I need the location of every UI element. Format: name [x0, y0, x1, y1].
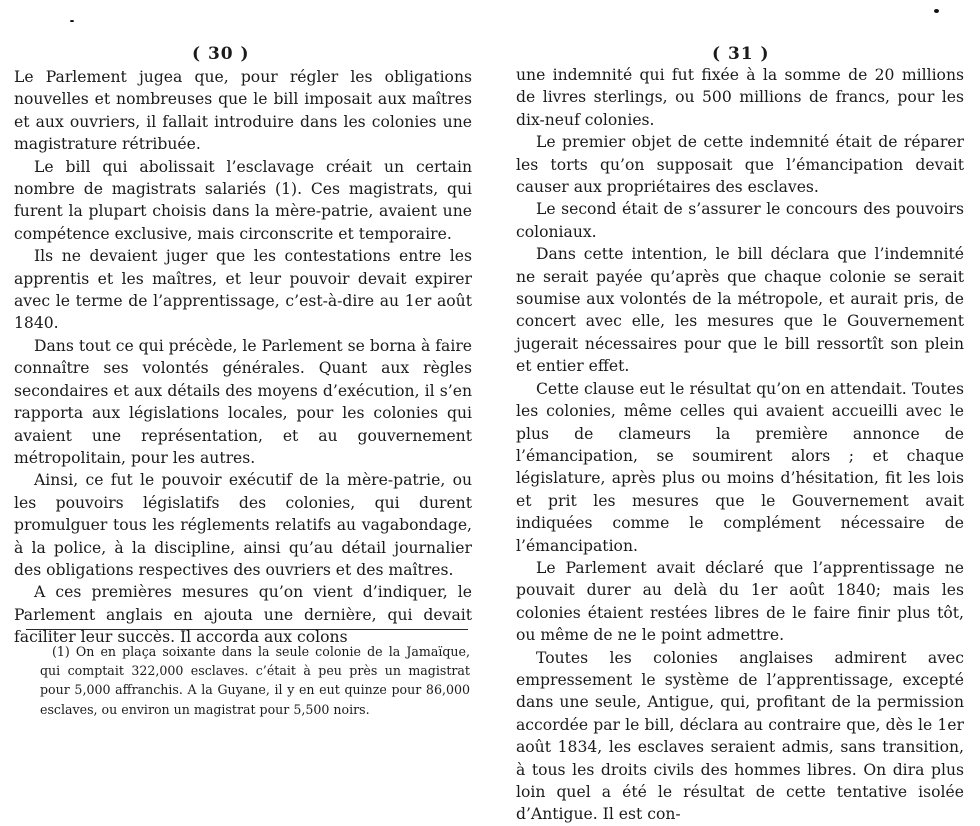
paragraph: Toutes les colonies anglaises admirent avec empressement le système de l’apprentissage, excepté dans une seule, Antigue, qui, profitant de la permission accordée par le bill, déclara au contraire que, dès le 1er août 1834, les esclaves seraient admis, sans transition, à tous les droits civils des hommes libres. On dira plus loin quel a été le résultat de cette tentative isolée d’Antigue. Il est con-: [516, 648, 964, 824]
ink-speck: [70, 20, 74, 22]
paragraph: Le Parlement avait déclaré que l’apprentissage ne pouvait durer au delà du 1er août 1840; mais les colonies étaient restées libres de le faire finir plus tôt, ou même de ne le point admettre.: [516, 558, 964, 645]
paragraph: Le bill qui abolissait l’esclavage créait un certain nombre de magistrats salariés (1). Ces magistrats, qui furent la plupart choisis dans la mère-patrie, avaient une compétence exclusive, mais circonscrite et temporaire.: [14, 157, 472, 243]
page-body: [14, 66, 472, 649]
paragraph: Ils ne devaient juger que les contestations entre les apprentis et les maîtres, et leur pouvoir devait expirer avec le terme de l’apprentissage, c’est-à-dire au 1er août 1840.: [14, 247, 472, 333]
paragraph: une indemnité qui fut fixée à la somme de 20 millions de livres sterlings, ou 500 millions de francs, pour les dix-neuf colonies.: [516, 66, 964, 129]
paragraph: Ainsi, ce fut le pouvoir exécutif de la mère-patrie, ou les pouvoirs législatifs des colonies, qui durent promulguer tous les réglements relatifs au vagabondage, à la police, à la discipline, ainsi qu’au détail journalier des obligations respectives des ouvriers et des maîtres.: [14, 471, 472, 579]
footnote-divider: [26, 629, 468, 630]
paragraph: Le Parlement jugea que, pour régler les obligations nouvelles et nombreuses que le bill imposait aux maîtres et aux ouvriers, il fallait introduire dans les colonies une magistrature rétribuée.: [14, 68, 472, 154]
paragraph: Cette clause eut le résultat qu’on en attendait. Toutes les colonies, même celles qui avaient accueilli avec le plus de clameurs la première annonce de l’émancipation, se soumirent alors ; et chaque législature, après plus ou moins d’hésitation, fit les lois et prit les mesures que le Gouvernement avait indiquées comme le complément nécessaire de l’émancipation.: [516, 379, 964, 555]
paragraph: Dans cette intention, le bill déclara que l’indemnité ne serait payée qu’après que chaque colonie se serait soumise aux volontés de la métropole, et aurait pris, de concert avec elle, les mesures que le Gouvernement jugerait nécessaires pour que le bill ressortît son plein et entier effet.: [516, 245, 964, 376]
footnote-text: (1) On en plaça soixante dans la seule colonie de la Jamaïque, qui comptait 322,000 esclaves. c’était à peu près un magistrat pour 5,000 affranchis. A la Guyane, il y en eut quinze pour 86,000 esclaves, ou environ un magistrat pour 5,500 noirs.: [40, 644, 470, 717]
paragraph: A ces premières mesures qu’on vient d’indiquer, le Parlement anglais en ajouta une dernière, qui devait faciliter leur succès. Il accorda aux colons: [14, 583, 472, 647]
page-number: ( 30 ): [192, 44, 250, 64]
page-body: [516, 64, 964, 826]
ink-speck: [934, 9, 939, 13]
paragraph: Le premier objet de cette indemnité était de réparer les torts qu’on supposait que l’émancipation devait causer aux propriétaires des esclaves.: [516, 133, 964, 197]
footnote: [40, 642, 470, 719]
paragraph: Dans tout ce qui précède, le Parlement se borna à faire connaître ses volontés générales. Quant aux règles secondaires et aux détails des moyens d’exécution, il s’en rapporta aux législations locales, pour les colonies qui avaient une représentation, et au gouvernement métropolitain, pour les autres.: [14, 336, 472, 467]
paragraph: Le second était de s’assurer le concours des pouvoirs coloniaux.: [516, 200, 964, 241]
page-number: ( 31 ): [712, 44, 770, 64]
